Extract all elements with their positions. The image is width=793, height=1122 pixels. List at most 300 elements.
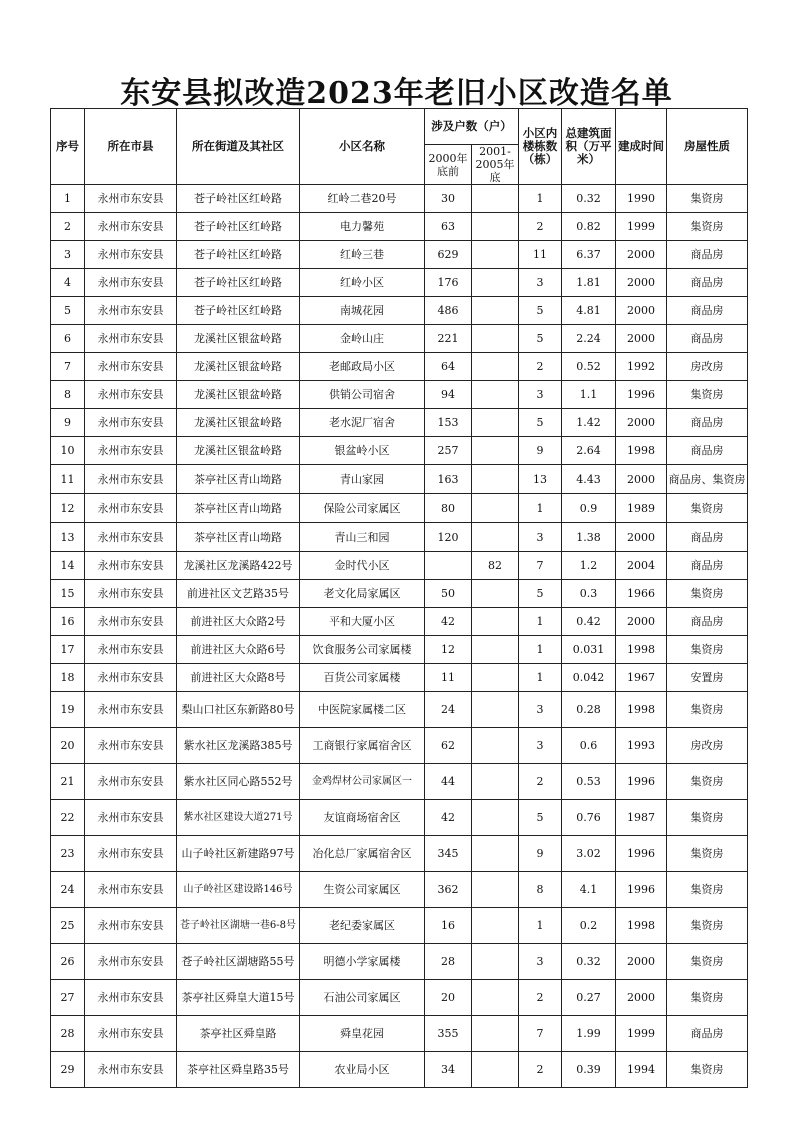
cell-households-2001	[472, 437, 519, 465]
cell-street: 紫水社区龙溪路385号	[177, 728, 300, 764]
cell-year: 2000	[616, 241, 667, 269]
cell-year: 2000	[616, 980, 667, 1016]
header-area: 总建筑面积（万平米）	[562, 109, 616, 185]
cell-county: 永州市东安县	[85, 764, 177, 800]
cell-households-2000: 28	[425, 944, 472, 980]
cell-households-2000	[425, 552, 472, 580]
cell-area: 0.2	[562, 908, 616, 944]
cell-county: 永州市东安县	[85, 465, 177, 494]
cell-type: 集资房	[667, 944, 748, 980]
cell-households-2001	[472, 980, 519, 1016]
cell-street: 苍子岭社区湖塘路55号	[177, 944, 300, 980]
cell-buildings: 2	[519, 764, 562, 800]
cell-households-2000: 20	[425, 980, 472, 1016]
cell-year: 1999	[616, 213, 667, 241]
cell-name: 金鸡焊材公司家属区一	[300, 764, 425, 800]
table-row	[51, 552, 748, 580]
cell-households-2001	[472, 1052, 519, 1088]
cell-buildings: 1	[519, 664, 562, 692]
cell-seq: 18	[51, 664, 85, 692]
cell-type: 商品房	[667, 241, 748, 269]
cell-county: 永州市东安县	[85, 944, 177, 980]
cell-seq: 16	[51, 608, 85, 636]
cell-seq: 27	[51, 980, 85, 1016]
cell-households-2001	[472, 728, 519, 764]
cell-area: 0.82	[562, 213, 616, 241]
cell-buildings: 3	[519, 381, 562, 409]
cell-name: 舜皇花园	[300, 1016, 425, 1052]
cell-name: 饮食服务公司家属楼	[300, 636, 425, 664]
cell-street: 龙溪社区龙溪路422号	[177, 552, 300, 580]
cell-type: 商品房	[667, 325, 748, 353]
cell-seq: 6	[51, 325, 85, 353]
cell-type: 集资房	[667, 213, 748, 241]
cell-year: 1989	[616, 494, 667, 523]
cell-county: 永州市东安县	[85, 800, 177, 836]
cell-year: 2000	[616, 409, 667, 437]
cell-households-2001	[472, 800, 519, 836]
cell-county: 永州市东安县	[85, 1052, 177, 1088]
cell-seq: 7	[51, 353, 85, 381]
cell-seq: 29	[51, 1052, 85, 1088]
cell-households-2001	[472, 353, 519, 381]
cell-area: 1.99	[562, 1016, 616, 1052]
cell-name: 石油公司家属区	[300, 980, 425, 1016]
cell-type: 房改房	[667, 353, 748, 381]
cell-households-2001: 82	[472, 552, 519, 580]
cell-area: 1.81	[562, 269, 616, 297]
cell-area: 1.42	[562, 409, 616, 437]
cell-type: 商品房	[667, 269, 748, 297]
cell-name: 供销公司宿舍	[300, 381, 425, 409]
cell-area: 0.53	[562, 764, 616, 800]
cell-households-2000: 120	[425, 523, 472, 552]
cell-area: 1.2	[562, 552, 616, 580]
cell-area: 6.37	[562, 241, 616, 269]
cell-area: 1.1	[562, 381, 616, 409]
cell-county: 永州市东安县	[85, 580, 177, 608]
cell-type: 商品房	[667, 552, 748, 580]
cell-year: 1966	[616, 580, 667, 608]
cell-year: 1998	[616, 636, 667, 664]
header-street: 所在街道及其社区	[177, 109, 300, 185]
cell-type: 商品房	[667, 523, 748, 552]
cell-buildings: 3	[519, 728, 562, 764]
cell-year: 1990	[616, 185, 667, 213]
cell-county: 永州市东安县	[85, 692, 177, 728]
cell-year: 2000	[616, 944, 667, 980]
cell-buildings: 5	[519, 325, 562, 353]
cell-households-2000: 30	[425, 185, 472, 213]
cell-area: 0.27	[562, 980, 616, 1016]
cell-buildings: 9	[519, 836, 562, 872]
cell-area: 0.3	[562, 580, 616, 608]
cell-buildings: 2	[519, 1052, 562, 1088]
cell-households-2001	[472, 269, 519, 297]
cell-seq: 19	[51, 692, 85, 728]
cell-name: 保险公司家属区	[300, 494, 425, 523]
header-county: 所在市县	[85, 109, 177, 185]
cell-name: 老文化局家属区	[300, 580, 425, 608]
cell-street: 龙溪社区银盆岭路	[177, 381, 300, 409]
cell-county: 永州市东安县	[85, 552, 177, 580]
cell-area: 0.32	[562, 944, 616, 980]
cell-year: 2004	[616, 552, 667, 580]
cell-name: 明德小学家属楼	[300, 944, 425, 980]
cell-name: 老邮政局小区	[300, 353, 425, 381]
cell-county: 永州市东安县	[85, 636, 177, 664]
cell-households-2000: 94	[425, 381, 472, 409]
cell-type: 集资房	[667, 908, 748, 944]
cell-street: 前进社区文艺路35号	[177, 580, 300, 608]
cell-buildings: 3	[519, 523, 562, 552]
cell-buildings: 11	[519, 241, 562, 269]
cell-type: 商品房、集资房	[667, 465, 748, 494]
cell-street: 茶亭社区舜皇大道15号	[177, 980, 300, 1016]
cell-area: 0.42	[562, 608, 616, 636]
cell-county: 永州市东安县	[85, 381, 177, 409]
cell-buildings: 1	[519, 908, 562, 944]
cell-street: 前进社区大众路2号	[177, 608, 300, 636]
cell-type: 商品房	[667, 1016, 748, 1052]
cell-type: 集资房	[667, 764, 748, 800]
cell-seq: 28	[51, 1016, 85, 1052]
cell-year: 1996	[616, 381, 667, 409]
cell-households-2001	[472, 636, 519, 664]
table-row	[51, 636, 748, 664]
cell-seq: 5	[51, 297, 85, 325]
cell-name: 金时代小区	[300, 552, 425, 580]
cell-street: 前进社区大众路8号	[177, 664, 300, 692]
cell-street: 紫水社区建设大道271号	[177, 800, 300, 836]
cell-type: 房改房	[667, 728, 748, 764]
cell-buildings: 1	[519, 185, 562, 213]
cell-households-2000: 62	[425, 728, 472, 764]
cell-name: 农业局小区	[300, 1052, 425, 1088]
table-row	[51, 1016, 748, 1052]
cell-households-2001	[472, 908, 519, 944]
cell-type: 商品房	[667, 608, 748, 636]
cell-year: 1992	[616, 353, 667, 381]
cell-name: 老水泥厂宿舍	[300, 409, 425, 437]
cell-type: 集资房	[667, 185, 748, 213]
cell-type: 集资房	[667, 381, 748, 409]
cell-households-2001	[472, 185, 519, 213]
cell-area: 4.1	[562, 872, 616, 908]
cell-households-2001	[472, 213, 519, 241]
cell-street: 山子岭社区建设路146号	[177, 872, 300, 908]
cell-households-2001	[472, 872, 519, 908]
cell-households-2001	[472, 764, 519, 800]
cell-type: 商品房	[667, 437, 748, 465]
cell-year: 2000	[616, 325, 667, 353]
table-row	[51, 608, 748, 636]
cell-type: 集资房	[667, 1052, 748, 1088]
cell-name: 生资公司家属区	[300, 872, 425, 908]
cell-area: 4.81	[562, 297, 616, 325]
cell-year: 2000	[616, 465, 667, 494]
cell-households-2000: 50	[425, 580, 472, 608]
table-row	[51, 297, 748, 325]
cell-type: 集资房	[667, 636, 748, 664]
cell-type: 安置房	[667, 664, 748, 692]
table-row	[51, 980, 748, 1016]
cell-households-2000: 63	[425, 213, 472, 241]
cell-county: 永州市东安县	[85, 980, 177, 1016]
cell-buildings: 1	[519, 608, 562, 636]
cell-type: 集资房	[667, 800, 748, 836]
cell-name: 红岭三巷	[300, 241, 425, 269]
cell-year: 2000	[616, 297, 667, 325]
cell-area: 3.02	[562, 836, 616, 872]
cell-buildings: 5	[519, 409, 562, 437]
cell-county: 永州市东安县	[85, 608, 177, 636]
cell-name: 平和大厦小区	[300, 608, 425, 636]
table-row	[51, 465, 748, 494]
cell-households-2000: 163	[425, 465, 472, 494]
cell-buildings: 5	[519, 297, 562, 325]
table-body	[51, 185, 748, 1088]
cell-street: 山子岭社区新建路97号	[177, 836, 300, 872]
cell-households-2000: 11	[425, 664, 472, 692]
table-row	[51, 523, 748, 552]
cell-street: 龙溪社区银盆岭路	[177, 409, 300, 437]
cell-buildings: 13	[519, 465, 562, 494]
cell-seq: 3	[51, 241, 85, 269]
cell-households-2001	[472, 580, 519, 608]
cell-households-2000: 355	[425, 1016, 472, 1052]
cell-seq: 1	[51, 185, 85, 213]
cell-county: 永州市东安县	[85, 409, 177, 437]
cell-households-2001	[472, 1016, 519, 1052]
cell-county: 永州市东安县	[85, 353, 177, 381]
cell-year: 2000	[616, 608, 667, 636]
cell-seq: 8	[51, 381, 85, 409]
cell-area: 1.38	[562, 523, 616, 552]
table-row	[51, 213, 748, 241]
cell-area: 0.28	[562, 692, 616, 728]
cell-households-2000: 257	[425, 437, 472, 465]
cell-households-2000: 486	[425, 297, 472, 325]
cell-area: 2.64	[562, 437, 616, 465]
cell-type: 集资房	[667, 872, 748, 908]
cell-households-2000: 221	[425, 325, 472, 353]
table-row	[51, 409, 748, 437]
cell-buildings: 5	[519, 580, 562, 608]
table-row	[51, 800, 748, 836]
cell-street: 茶亭社区舜皇路	[177, 1016, 300, 1052]
cell-households-2000: 12	[425, 636, 472, 664]
cell-households-2000: 34	[425, 1052, 472, 1088]
table-row	[51, 908, 748, 944]
cell-buildings: 7	[519, 552, 562, 580]
cell-households-2001	[472, 608, 519, 636]
cell-buildings: 1	[519, 636, 562, 664]
header-households: 涉及户数（户）	[425, 109, 519, 145]
cell-county: 永州市东安县	[85, 872, 177, 908]
cell-households-2000: 153	[425, 409, 472, 437]
cell-type: 集资房	[667, 580, 748, 608]
cell-year: 1996	[616, 764, 667, 800]
cell-street: 茶亭社区青山坳路	[177, 523, 300, 552]
cell-area: 0.52	[562, 353, 616, 381]
cell-year: 1987	[616, 800, 667, 836]
cell-households-2001	[472, 325, 519, 353]
cell-seq: 21	[51, 764, 85, 800]
cell-area: 0.32	[562, 185, 616, 213]
table-row	[51, 728, 748, 764]
table-row	[51, 664, 748, 692]
cell-county: 永州市东安县	[85, 908, 177, 944]
cell-street: 龙溪社区银盆岭路	[177, 353, 300, 381]
cell-households-2001	[472, 692, 519, 728]
cell-households-2001	[472, 409, 519, 437]
cell-households-2000: 80	[425, 494, 472, 523]
cell-households-2000: 362	[425, 872, 472, 908]
cell-households-2001	[472, 241, 519, 269]
cell-year: 2000	[616, 523, 667, 552]
cell-households-2000: 64	[425, 353, 472, 381]
cell-year: 1998	[616, 692, 667, 728]
cell-households-2001	[472, 297, 519, 325]
header-h2001: 2001-2005年底	[472, 145, 519, 185]
cell-area: 4.43	[562, 465, 616, 494]
table-row	[51, 764, 748, 800]
cell-buildings: 1	[519, 494, 562, 523]
cell-buildings: 8	[519, 872, 562, 908]
cell-street: 茶亭社区青山坳路	[177, 465, 300, 494]
cell-seq: 4	[51, 269, 85, 297]
cell-name: 南城花园	[300, 297, 425, 325]
cell-street: 前进社区大众路6号	[177, 636, 300, 664]
cell-street: 紫水社区同心路552号	[177, 764, 300, 800]
cell-year: 1993	[616, 728, 667, 764]
cell-county: 永州市东安县	[85, 269, 177, 297]
cell-type: 商品房	[667, 297, 748, 325]
cell-year: 1998	[616, 437, 667, 465]
cell-county: 永州市东安县	[85, 494, 177, 523]
cell-street: 苍子岭社区红岭路	[177, 213, 300, 241]
cell-street: 龙溪社区银盆岭路	[177, 325, 300, 353]
table-row	[51, 692, 748, 728]
cell-households-2000: 629	[425, 241, 472, 269]
cell-buildings: 2	[519, 213, 562, 241]
cell-county: 永州市东安县	[85, 185, 177, 213]
table-row	[51, 269, 748, 297]
cell-street: 茶亭社区青山坳路	[177, 494, 300, 523]
cell-buildings: 7	[519, 1016, 562, 1052]
cell-seq: 20	[51, 728, 85, 764]
cell-buildings: 2	[519, 980, 562, 1016]
cell-name: 红岭小区	[300, 269, 425, 297]
cell-buildings: 5	[519, 800, 562, 836]
cell-seq: 22	[51, 800, 85, 836]
cell-county: 永州市东安县	[85, 241, 177, 269]
cell-seq: 23	[51, 836, 85, 872]
cell-street: 苍子岭社区红岭路	[177, 269, 300, 297]
cell-county: 永州市东安县	[85, 523, 177, 552]
cell-seq: 17	[51, 636, 85, 664]
table-row	[51, 185, 748, 213]
header-year: 建成时间	[616, 109, 667, 185]
cell-year: 1996	[616, 872, 667, 908]
cell-year: 1967	[616, 664, 667, 692]
cell-name: 老纪委家属区	[300, 908, 425, 944]
cell-type: 集资房	[667, 494, 748, 523]
header-seq: 序号	[51, 109, 85, 185]
cell-households-2001	[472, 836, 519, 872]
table-row	[51, 494, 748, 523]
cell-year: 1999	[616, 1016, 667, 1052]
cell-name: 青山三和园	[300, 523, 425, 552]
cell-name: 银盆岭小区	[300, 437, 425, 465]
cell-seq: 24	[51, 872, 85, 908]
cell-households-2000: 44	[425, 764, 472, 800]
cell-households-2001	[472, 494, 519, 523]
cell-name: 工商银行家属宿舍区	[300, 728, 425, 764]
cell-street: 梨山口社区东新路80号	[177, 692, 300, 728]
cell-year: 1996	[616, 836, 667, 872]
cell-type: 集资房	[667, 980, 748, 1016]
cell-street: 茶亭社区舜皇路35号	[177, 1052, 300, 1088]
cell-county: 永州市东安县	[85, 297, 177, 325]
cell-households-2001	[472, 944, 519, 980]
table-row	[51, 437, 748, 465]
cell-area: 0.031	[562, 636, 616, 664]
cell-name: 百货公司家属楼	[300, 664, 425, 692]
cell-county: 永州市东安县	[85, 437, 177, 465]
cell-type: 集资房	[667, 836, 748, 872]
header-type: 房屋性质	[667, 109, 748, 185]
cell-year: 1994	[616, 1052, 667, 1088]
cell-county: 永州市东安县	[85, 836, 177, 872]
cell-county: 永州市东安县	[85, 1016, 177, 1052]
cell-seq: 11	[51, 465, 85, 494]
cell-households-2001	[472, 523, 519, 552]
cell-buildings: 3	[519, 944, 562, 980]
cell-name: 红岭二巷20号	[300, 185, 425, 213]
page-title: 东安县拟改造2023年老旧小区改造名单	[120, 76, 673, 111]
header-buildings: 小区内楼栋数（栋）	[519, 109, 562, 185]
cell-area: 2.24	[562, 325, 616, 353]
cell-buildings: 9	[519, 437, 562, 465]
cell-area: 0.9	[562, 494, 616, 523]
cell-name: 冶化总厂家属宿舍区	[300, 836, 425, 872]
cell-area: 0.39	[562, 1052, 616, 1088]
cell-type: 集资房	[667, 692, 748, 728]
cell-year: 1998	[616, 908, 667, 944]
cell-name: 金岭山庄	[300, 325, 425, 353]
cell-households-2000: 42	[425, 800, 472, 836]
cell-name: 青山家园	[300, 465, 425, 494]
cell-buildings: 2	[519, 353, 562, 381]
cell-seq: 14	[51, 552, 85, 580]
renovation-table	[50, 108, 748, 1088]
cell-county: 永州市东安县	[85, 325, 177, 353]
cell-year: 2000	[616, 269, 667, 297]
cell-households-2001	[472, 465, 519, 494]
cell-seq: 10	[51, 437, 85, 465]
cell-street: 苍子岭社区红岭路	[177, 185, 300, 213]
cell-street: 龙溪社区银盆岭路	[177, 437, 300, 465]
cell-name: 中医院家属楼二区	[300, 692, 425, 728]
table-row	[51, 872, 748, 908]
table-row	[51, 836, 748, 872]
cell-county: 永州市东安县	[85, 213, 177, 241]
cell-area: 0.6	[562, 728, 616, 764]
cell-households-2000: 16	[425, 908, 472, 944]
cell-county: 永州市东安县	[85, 664, 177, 692]
